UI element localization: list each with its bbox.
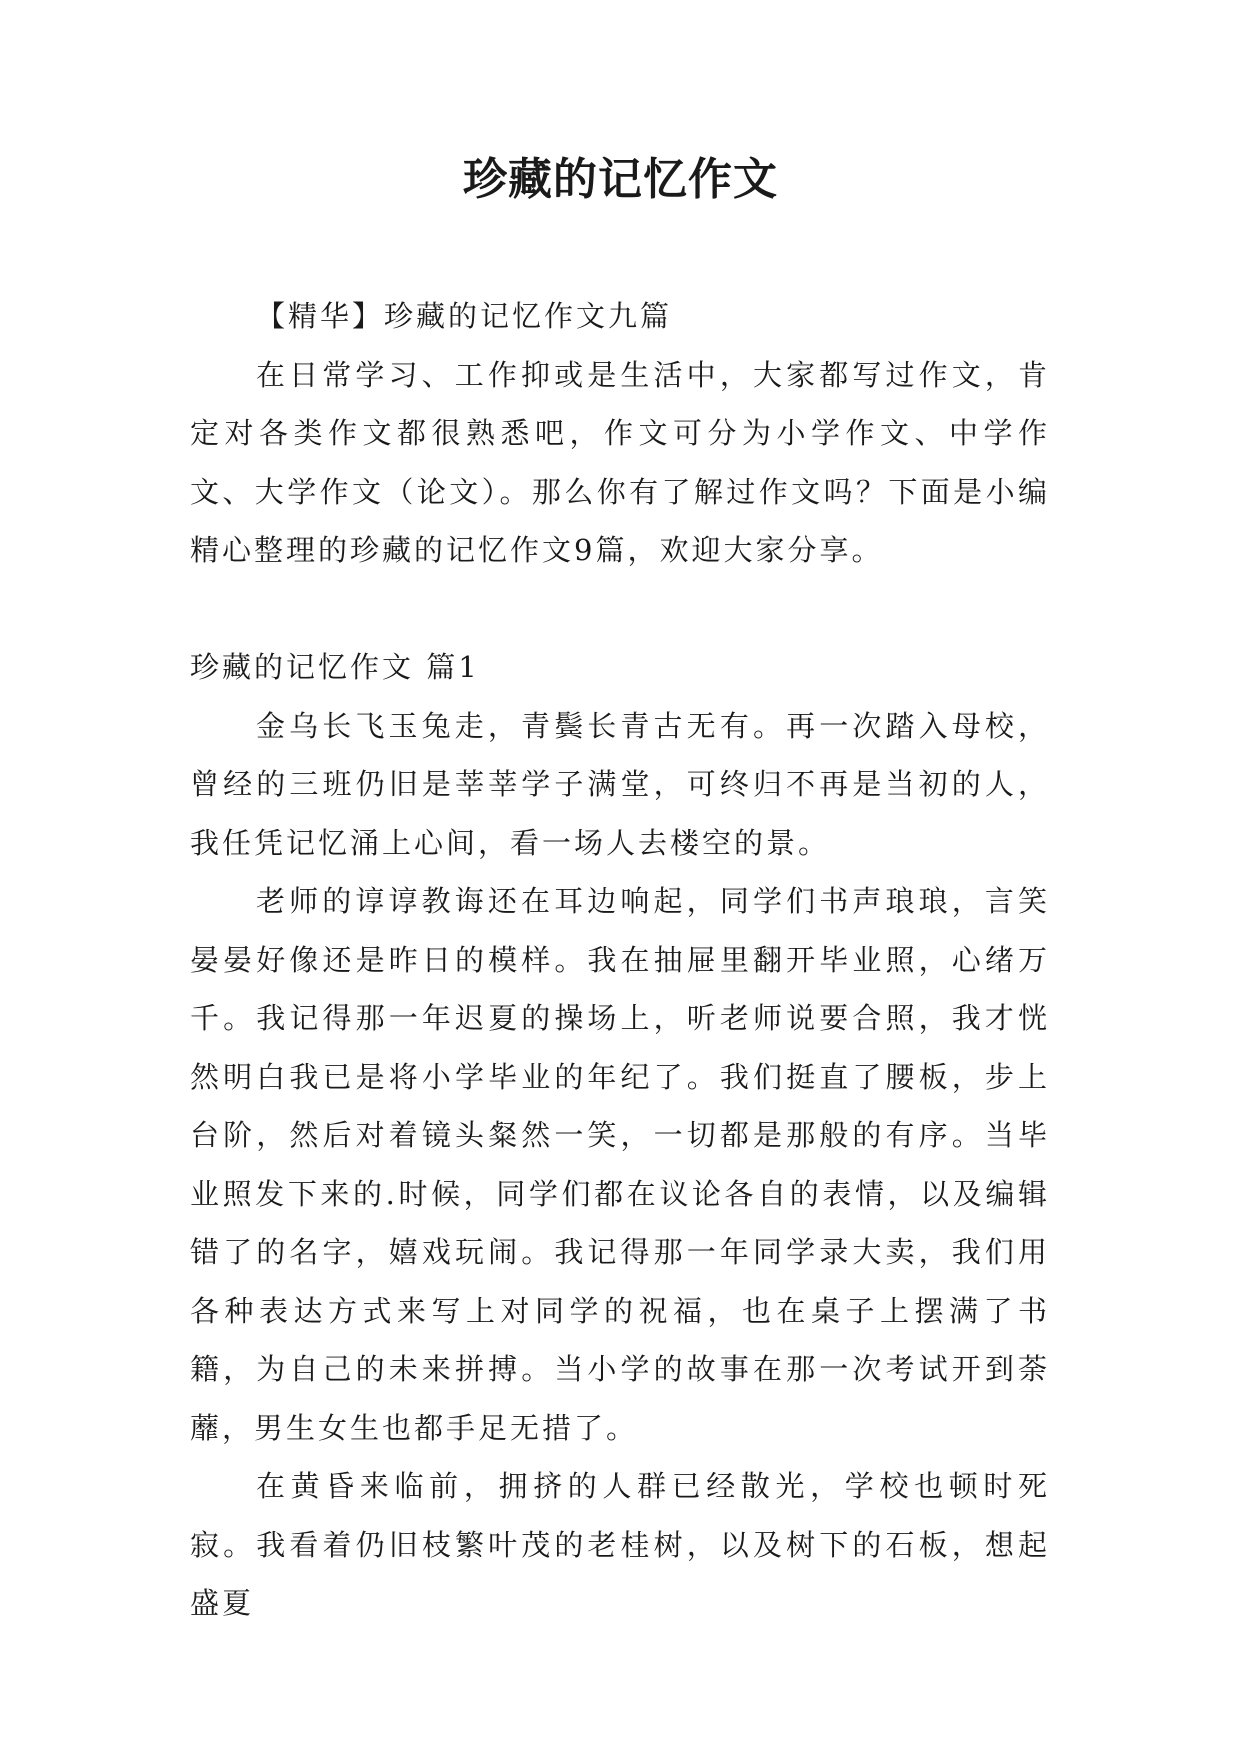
document-title: 珍藏的记忆作文 [463,154,778,205]
document-subtitle: 【精华】珍藏的记忆作文九篇 [256,299,673,333]
body-paragraph: 在黄昏来临前，拥挤的人群已经散光，学校也顿时死寂。我看着仍旧枝繁叶茂的老桂树，以及树下的石板，想起盛夏 [190,1469,1050,1620]
body-paragraph: 金乌长飞玉兔走，青鬓长青古无有。再一次踏入母校，曾经的三班仍旧是莘莘学子满堂，可终归不再是当初的人，我任凭记忆涌上心间，看一场人去楼空的景。 [190,708,1050,860]
body-paragraph: 老师的谆谆教诲还在耳边响起，同学们书声琅琅，言笑晏晏好像还是昨日的模样。我在抽屉里翻开毕业照，心绪万千。我记得那一年迟夏的操场上，听老师说要合照，我才恍然明白我已是将小学毕业的年纪了。我们挺直了腰板，步上台阶，然后对着镜头粲然一笑，一切都是那般的有序。当毕业照发下来的.时候，同学们都在议论各自的表情，以及编辑错了的名字，嬉戏玩闹。我记得那一年同学录大卖，我们用各种表达方式来写上对同学的祝福，也在桌子上摆满了书籍，为自己的未来拼搏。当小学的故事在那一次考试开到荼蘼，男生女生也都手足无措了。 [190,884,1050,1445]
intro-paragraph: 在日常学习、工作抑或是生活中，大家都写过作文，肯定对各类作文都很熟悉吧，作文可分为小学作文、中学作文、大学作文（论文）。那么你有了解过作文吗？下面是小编精心整理的珍藏的记忆作文9篇，欢迎大家分享。 [190,357,1050,567]
section-heading: 珍藏的记忆作文 篇1 [190,650,480,684]
paragraph-spacer [190,580,1050,639]
document-body [190,287,1050,1633]
